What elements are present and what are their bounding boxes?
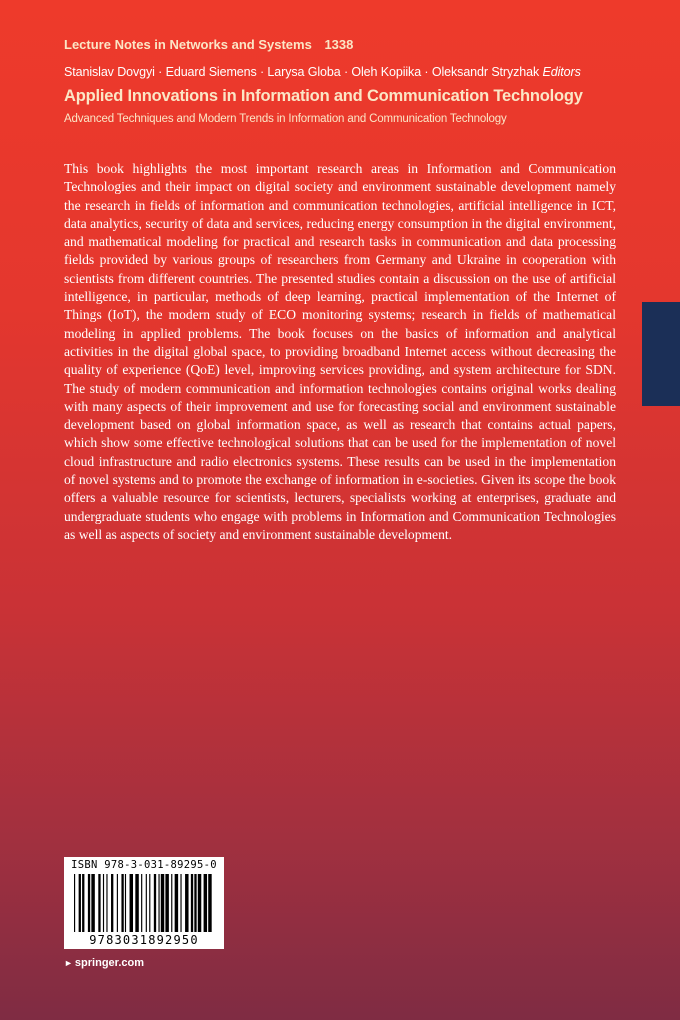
book-title: Applied Innovations in Information and Communication Technology — [64, 87, 583, 105]
springer-arrow-icon: ► — [64, 958, 73, 968]
isbn-barcode — [64, 857, 224, 949]
spine-color-tab — [642, 302, 680, 406]
book-subtitle: Advanced Techniques and Modern Trends in Information and Communication Technology — [64, 113, 507, 125]
back-cover-blurb: This book highlights the most important research areas in Information and Communication Technologies and their impact on digital society and environment sustainable development namely the research in fields of information and communication technologies, artificial intelligence in ICT, data analytics, security of data and services, reducing energy consumption in the digital environment, and mathematical modeling for practical and research tasks in communication and data processing fields provided by various groups of researchers from Germany and Ukraine in cooperation with scientists from different countries. The presented studies contain a discussion on the use of artificial intelligence, in particular, methods of deep learning, practical implementation of the Internet of Things (IoT), the modern study of ECO monitoring systems; research in fields of mathematical modeling in applied problems. The book focuses on the basics of information and analytical activities in the digital global space, to providing broadband Internet access without decreasing the quality of experience (QoE) level, improving services providing, and system architecture for SDN. The study of modern communication and information technologies contains original works dealing with many aspects of their improvement and use for forecasting social and environment sustainable development based on global information space, as well as research that contains actual papers, which show some effective technological solutions that can be used for the implementation of novel cloud infrastructure and radio electronics systems. These results can be used in the implementation of novel systems and to promote the exchange of information in e-societies. Given its scope the book offers a valuable resource for scientists, lecturers, specialists working at enterprises, graduate and undergraduate students who engage with problems in Information and Communication Technologies as well as aspects of society and environment sustainable development. — [64, 161, 616, 542]
editors-line — [64, 65, 664, 79]
editor-names: Stanislav Dovgyi · Eduard Siemens · Larysa Globa · Oleh Kopiika · Oleksandr Stryzhak — [64, 65, 540, 79]
series-line — [64, 37, 353, 52]
isbn-label: ISBN 978-3-031-89295-0 — [71, 859, 217, 871]
editors-role: Editors — [542, 65, 581, 79]
series-number: 1338 — [324, 37, 354, 52]
barcode-icon — [74, 874, 214, 932]
publisher-url: springer.com — [74, 957, 144, 969]
ean-digits: 9783031892950 — [89, 933, 199, 947]
series-name: Lecture Notes in Networks and Systems — [64, 37, 312, 52]
publisher-footer — [64, 957, 144, 969]
